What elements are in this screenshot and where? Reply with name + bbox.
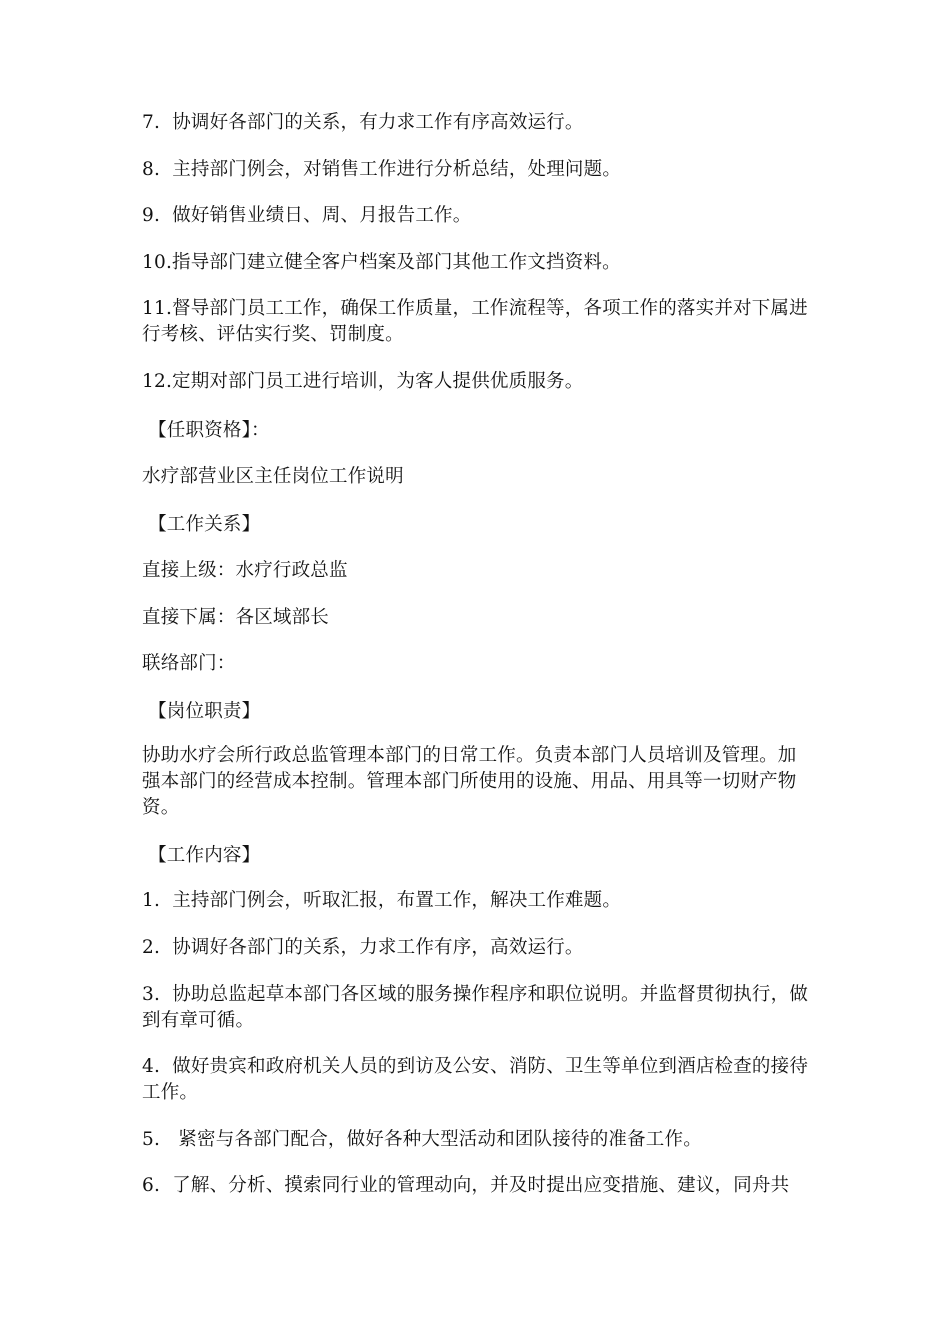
section-heading-work-content: 【工作内容】 bbox=[142, 845, 261, 866]
work-content-item-5: 5. 紧密与各部门配合，做好各种大型活动和团队接待的准备工作。 bbox=[142, 1129, 702, 1150]
paragraph-item-8: 8. 主持部门例会，对销售工作进行分析总结，处理问题。 bbox=[142, 159, 622, 180]
direct-subordinates: 直接下属：各区域部长 bbox=[142, 607, 330, 628]
paragraph-item-11: 11.督导部门员工工作，确保工作质量，工作流程等，各项工作的落实并对下属进行考核、评估实行奖、罚制度。 bbox=[142, 298, 808, 345]
document-title: 水疗部营业区主任岗位工作说明 bbox=[142, 466, 404, 487]
direct-superior: 直接上级：水疗行政总监 bbox=[142, 560, 348, 581]
paragraph-item-12: 12.定期对部门员工进行培训，为客人提供优质服务。 bbox=[142, 371, 584, 392]
work-content-item-3: 3. 协助总监起草本部门各区域的服务操作程序和职位说明。并监督贯彻执行，做到有章可循。 bbox=[142, 984, 809, 1031]
section-heading-qualifications: 【任职资格】： bbox=[142, 420, 270, 441]
work-content-item-6: 6. 了解、分析、摸索同行业的管理动向，并及时提出应变措施、建议，同舟共 bbox=[142, 1175, 790, 1196]
paragraph-item-7: 7. 协调好各部门的关系，有力求工作有序高效运行。 bbox=[142, 112, 584, 133]
paragraph-item-9: 9. 做好销售业绩日、周、月报告工作。 bbox=[142, 205, 472, 226]
liaison-departments: 联络部门： bbox=[142, 653, 236, 674]
work-content-item-2: 2. 协调好各部门的关系，力求工作有序，高效运行。 bbox=[142, 937, 584, 958]
responsibilities-text: 协助水疗会所行政总监管理本部门的日常工作。负责本部门人员培训及管理。加强本部门的经营成本控制。管理本部门所使用的设施、用品、用具等一切财产物资。 bbox=[142, 745, 797, 818]
paragraph-item-10: 10.指导部门建立健全客户档案及部门其他工作文挡资料。 bbox=[142, 252, 621, 273]
section-heading-work-relations: 【工作关系】 bbox=[142, 514, 261, 535]
section-heading-responsibilities: 【岗位职责】 bbox=[142, 701, 261, 722]
work-content-item-1: 1. 主持部门例会，听取汇报，布置工作，解决工作难题。 bbox=[142, 890, 622, 911]
work-content-item-4: 4. 做好贵宾和政府机关人员的到访及公安、消防、卫生等单位到酒店检查的接待工作。 bbox=[142, 1056, 809, 1103]
